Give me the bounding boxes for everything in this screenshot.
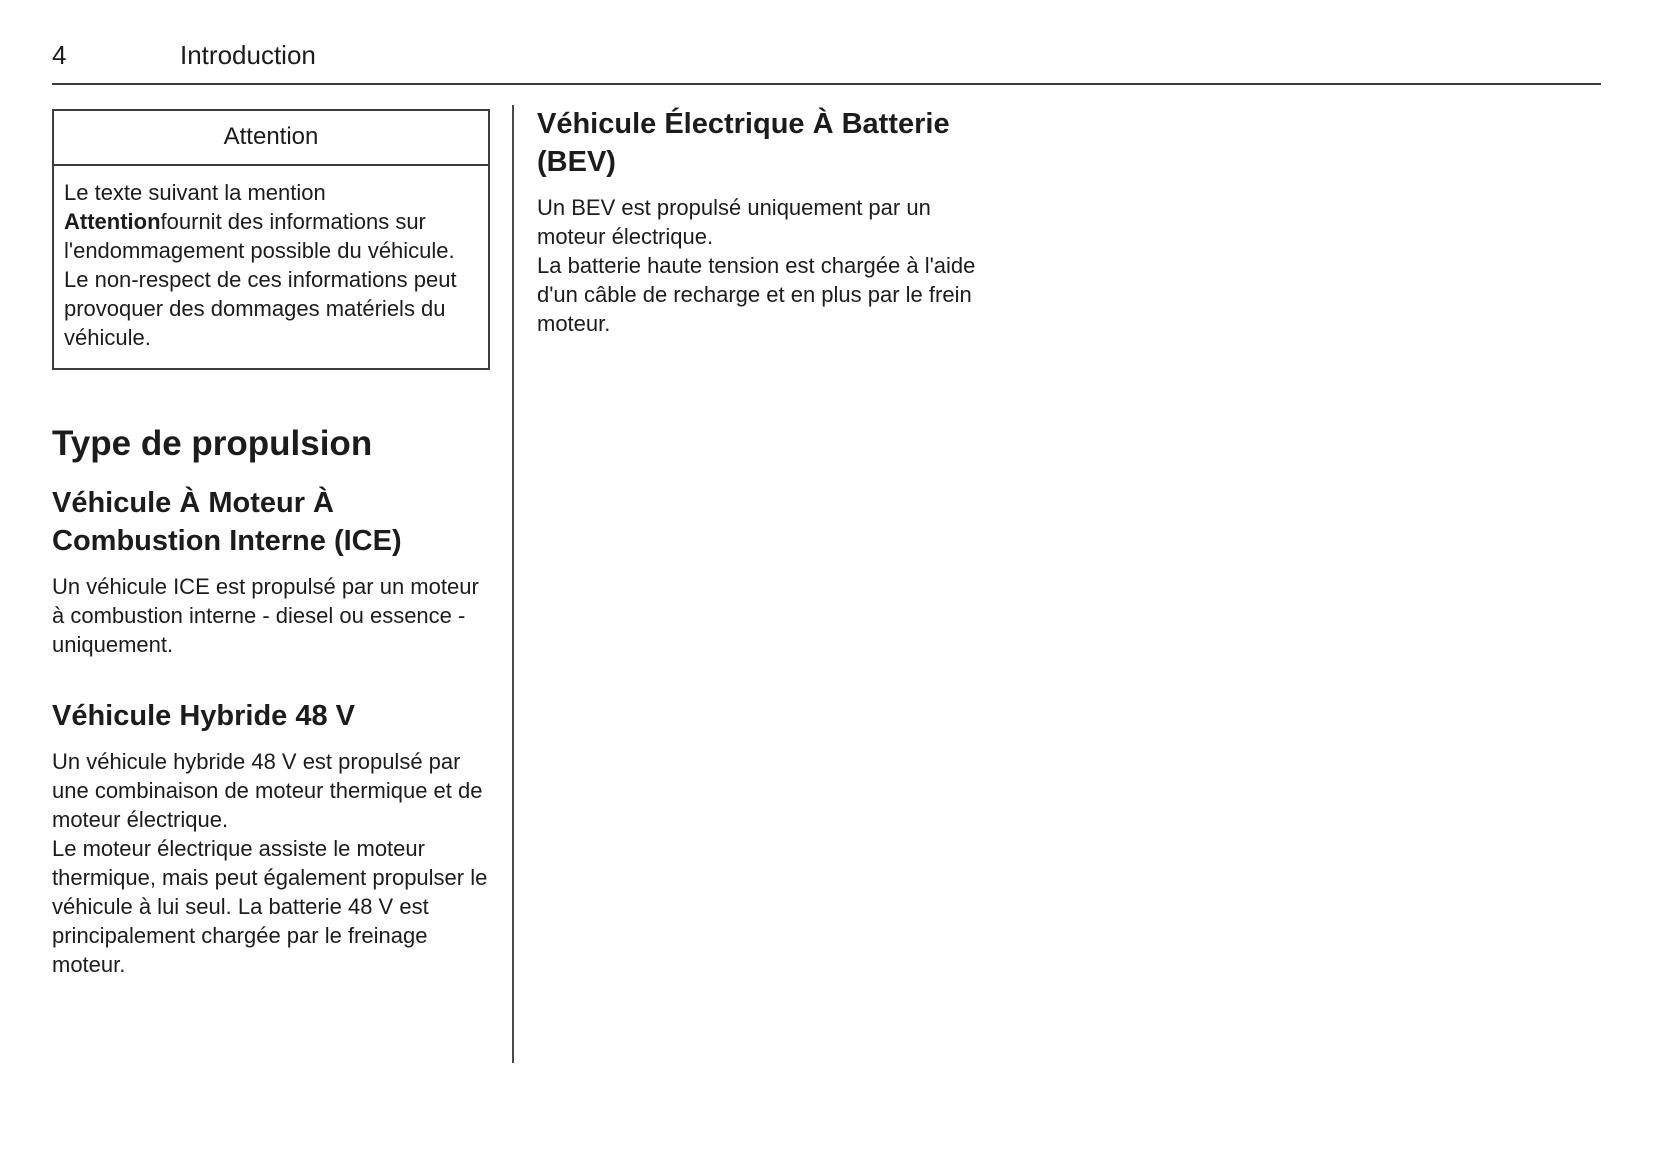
subheading-hybrid: Véhicule Hybride 48 V xyxy=(52,700,356,732)
paragraph-hybrid-1: Un véhicule hybride 48 V est propulsé par une combinaison de moteur thermique et de moteur électrique. xyxy=(52,749,483,832)
attention-box xyxy=(52,109,490,370)
subheading-bev: Véhicule Électrique À Batterie (BEV) xyxy=(537,108,950,178)
header-rule xyxy=(52,83,1601,85)
paragraph-hybrid-2: Le moteur électrique assiste le moteur thermique, mais peut également propulser le véhicule à lui seul. La batterie 48 V est principalement chargée par le freinage moteur. xyxy=(52,836,488,977)
left-column xyxy=(52,105,492,979)
running-header-title: Introduction xyxy=(180,40,316,70)
attention-body-prefix: Le texte suivant la mention xyxy=(64,180,326,205)
paragraph-bev-2: La batterie haute tension est chargée à l'aide d'un câble de recharge et en plus par le frein moteur. xyxy=(537,253,976,336)
column-divider xyxy=(512,105,514,1063)
paragraph-bev-1: Un BEV est propulsé uniquement par un moteur électrique. xyxy=(537,195,931,249)
attention-body-keyword: Attention xyxy=(64,209,161,234)
right-column xyxy=(537,105,987,338)
attention-body-suffix: fournit des informations sur l'endommagement possible du véhicule. Le non-respect de ces informations peut provoquer des dommages matériels du véhicule. xyxy=(64,209,457,350)
attention-box-title: Attention xyxy=(54,111,488,166)
subheading-ice: Véhicule À Moteur À Combustion Interne (ICE) xyxy=(52,487,402,557)
attention-box-body xyxy=(54,166,488,368)
page-header xyxy=(52,40,1601,71)
paragraph-ice: Un véhicule ICE est propulsé par un moteur à combustion interne - diesel ou essence - uniquement. xyxy=(52,574,479,657)
page-number: 4 xyxy=(52,40,67,70)
content-columns xyxy=(52,105,1601,1105)
section-heading-propulsion: Type de propulsion xyxy=(52,424,373,463)
